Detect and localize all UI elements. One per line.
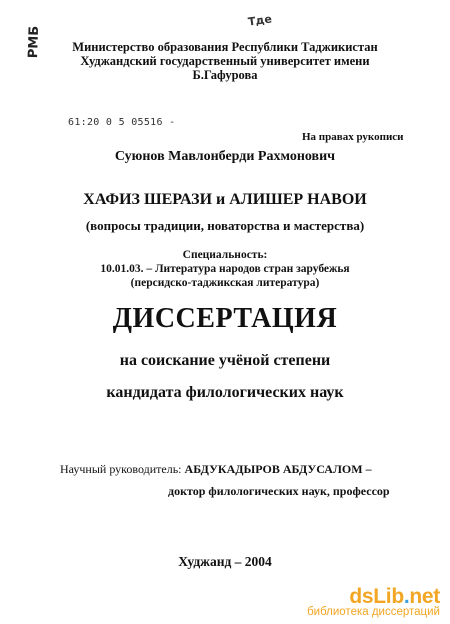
manuscript-rights-note: На правах рукописи <box>302 131 404 143</box>
ministry-line: Министерство образования Республики Таджикистан <box>72 40 378 54</box>
library-stamp: РМБ <box>26 25 43 59</box>
specialty-code: 10.01.03. – Литература народов стран зарубежья <box>100 263 350 275</box>
degree-line-1: на соискание учёной степени <box>119 352 331 369</box>
university-name-line: Б.Гафурова <box>192 68 258 82</box>
supervisor-name: АБДУКАДЫРОВ АБДУСАЛОМ – <box>184 462 372 476</box>
document-type: ДИССЕРТАЦИЯ <box>112 303 338 334</box>
catalog-number: 61:20 0 5 05516 - <box>68 117 176 128</box>
work-subtitle: (вопросы традиции, новаторства и мастерства) <box>85 218 365 233</box>
specialty-label: Специальность: <box>182 249 268 261</box>
university-line: Худжандский государственный университет имени <box>80 54 370 68</box>
supervisor-title: доктор филологических наук, профессор <box>168 484 390 498</box>
dslib-tagline: библиотека диссертаций <box>307 606 440 618</box>
dslib-watermark <box>307 585 440 618</box>
dslib-logo: dsLib.net <box>349 585 440 608</box>
supervisor-line <box>60 462 372 477</box>
supervisor-label: Научный руководитель: <box>60 462 182 476</box>
city-year: Худжанд – 2004 <box>178 554 272 569</box>
author-name: Суюнов Мавлонберди Рахмонович <box>114 149 336 164</box>
handwritten-mark: Тде <box>247 12 273 29</box>
work-title: ХАФИЗ ШЕРАЗИ и АЛИШЕР НАВОИ <box>83 191 367 208</box>
degree-line-2: кандидата филологических наук <box>106 384 344 401</box>
specialty-detail: (персидско-таджикская литература) <box>130 277 320 289</box>
